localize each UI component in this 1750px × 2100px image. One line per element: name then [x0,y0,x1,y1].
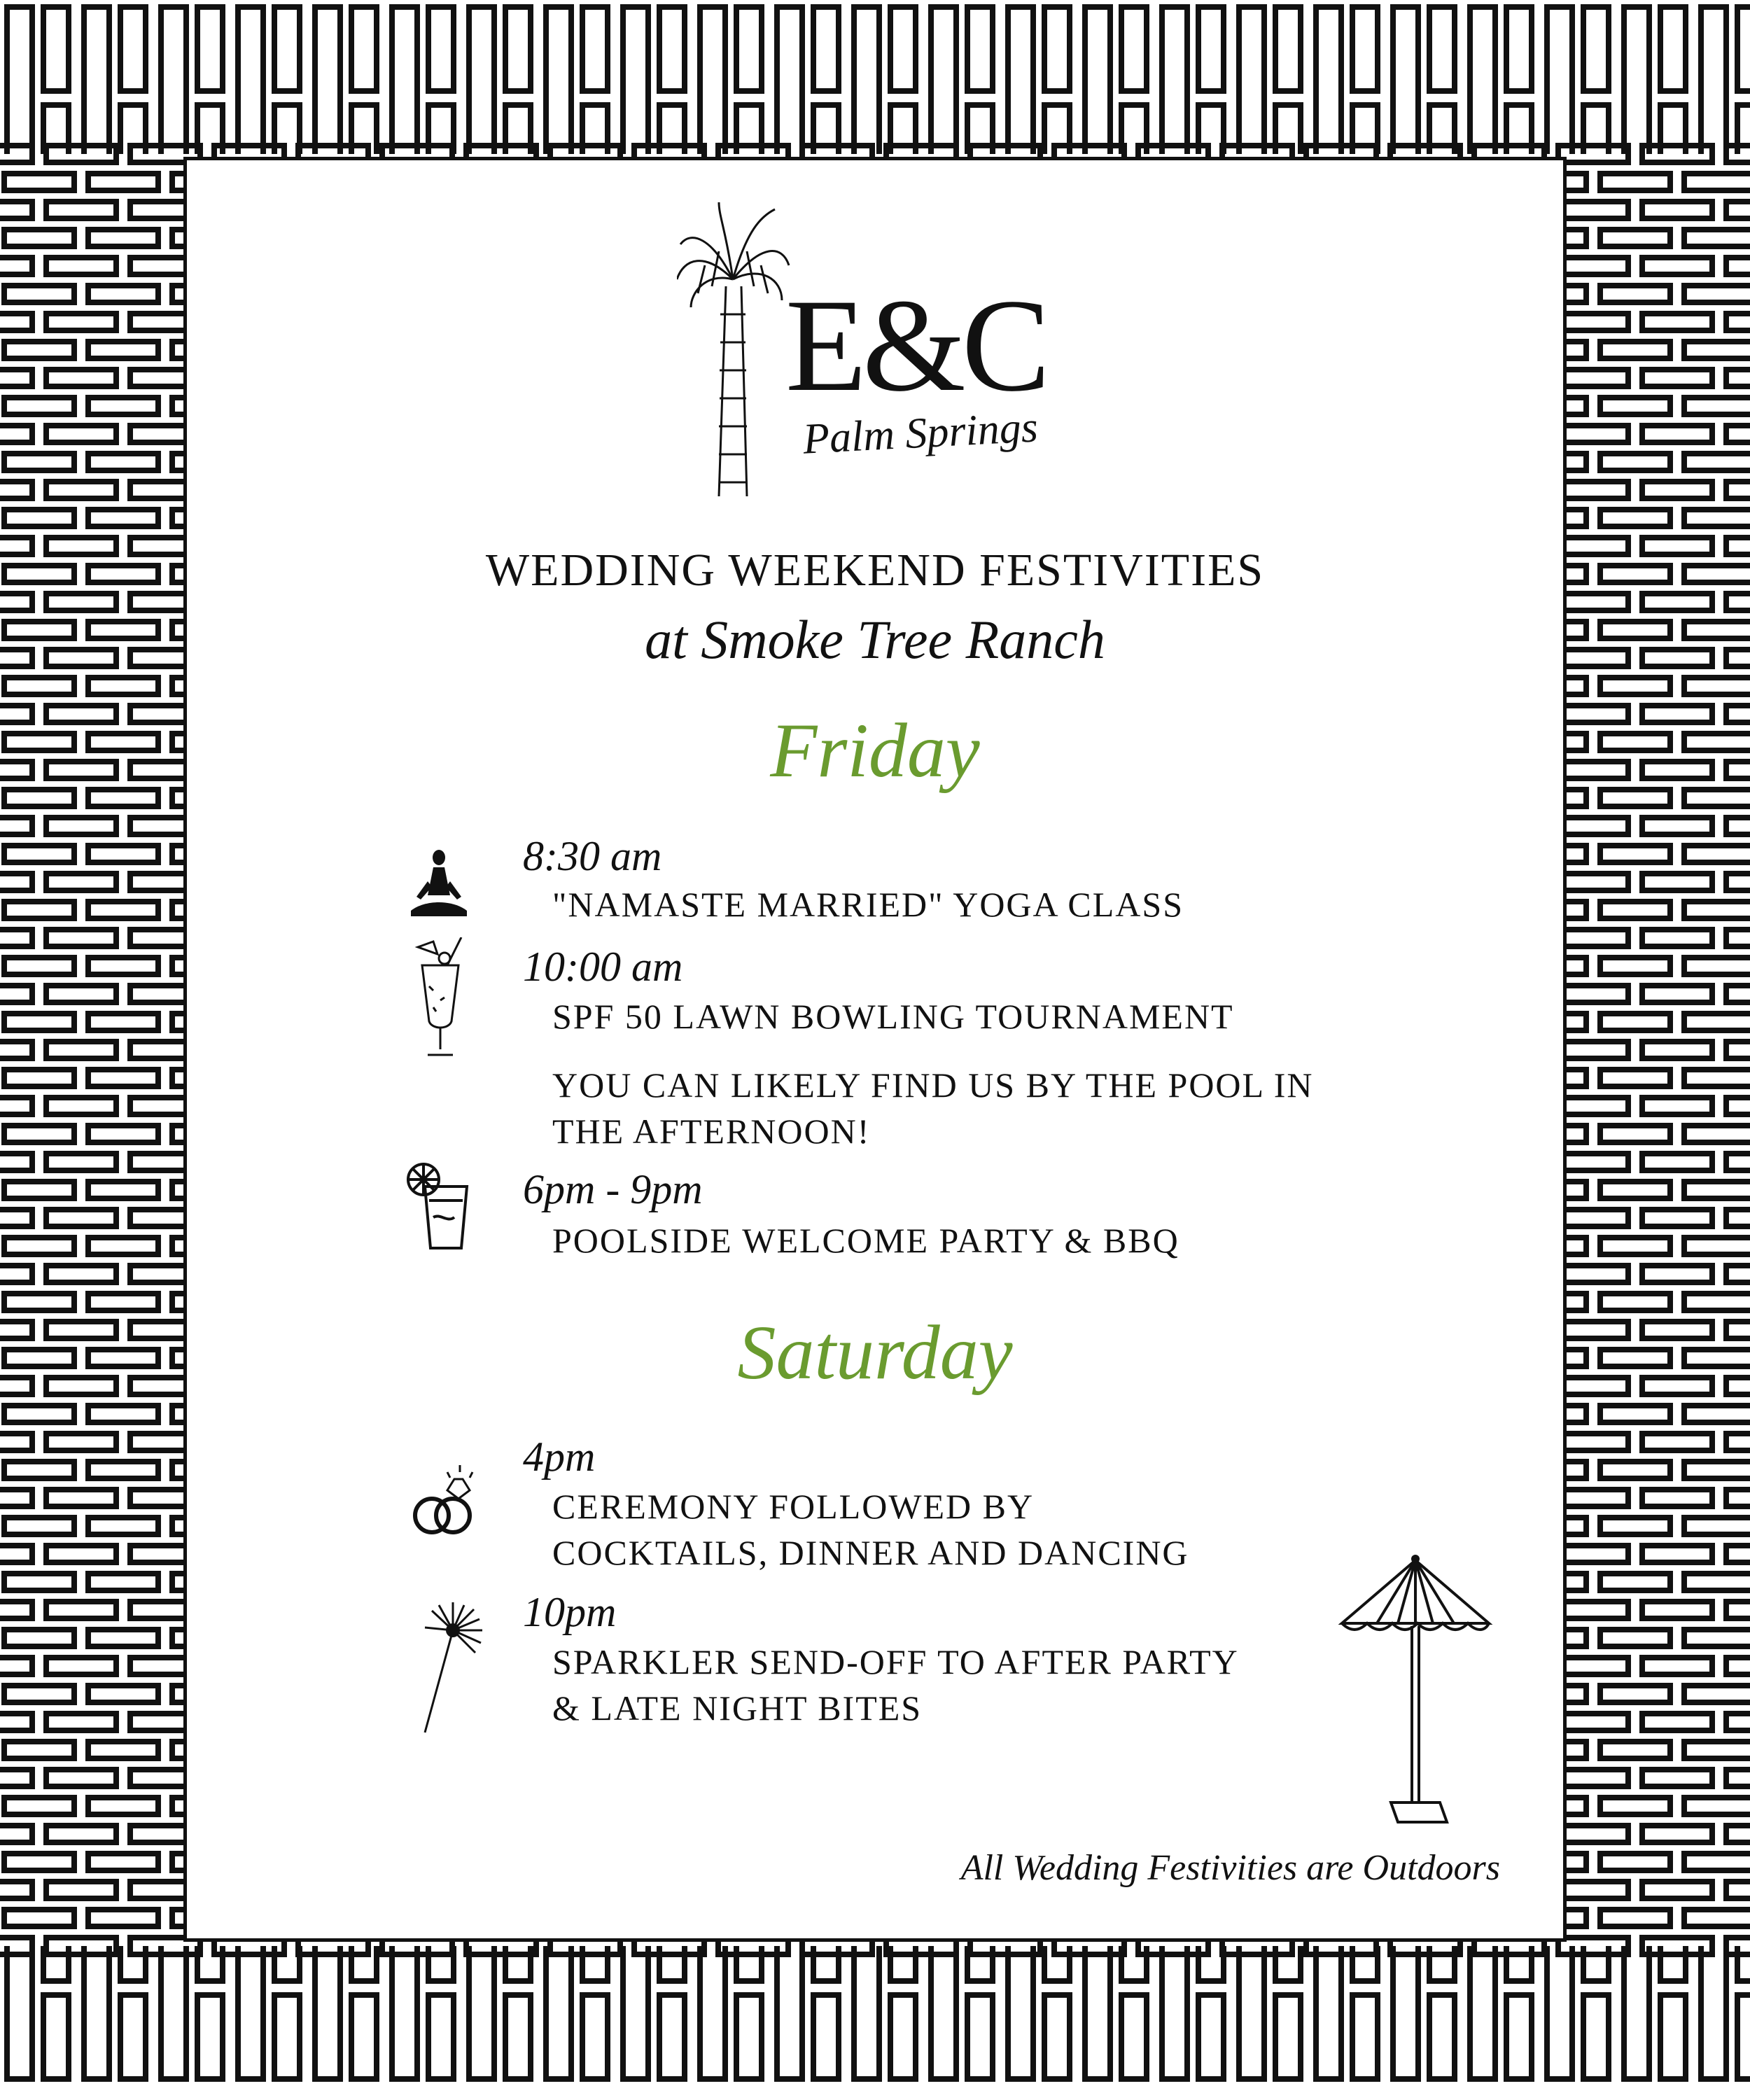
event-text: SPF 50 LAWN BOWLING TOURNAMENT [552,997,1234,1036]
event-time: 10:00 am [523,944,683,990]
event-text: & LATE NIGHT BITES [552,1688,923,1728]
monogram-logo: E&C [785,272,1046,419]
event-text: POOLSIDE WELCOME PARTY & BBQ [552,1221,1180,1260]
event-time: 4pm [523,1434,596,1480]
sparkler-icon [418,1595,488,1735]
page-title: WEDDING WEEKEND FESTIVITIES [485,545,1265,596]
event-text: THE AFTERNOON! [552,1112,871,1151]
lemon-drink-icon [405,1161,475,1252]
event-text: "NAMASTE MARRIED" YOGA CLASS [552,885,1184,924]
day-heading-friday: Friday [770,708,980,793]
patio-umbrella-icon [1335,1553,1496,1833]
tropical-cocktail-icon [412,937,468,1063]
itinerary-card [183,157,1567,1942]
footer-note: All Wedding Festivities are Outdoors [960,1848,1500,1888]
event-text: YOU CAN LIKELY FIND US BY THE POOL IN [552,1065,1314,1105]
day-heading-saturday: Saturday [737,1310,1013,1395]
event-time: 10pm [523,1589,617,1635]
event-time: 6pm - 9pm [523,1166,703,1212]
page-subtitle: at Smoke Tree Ranch [645,609,1105,670]
logo-location: Palm Springs [802,403,1040,463]
event-text: CEREMONY FOLLOWED BY [552,1487,1035,1526]
wedding-rings-icon [412,1462,482,1539]
event-text: SPARKLER SEND-OFF TO AFTER PARTY [552,1642,1239,1681]
event-text: COCKTAILS, DINNER AND DANCING [552,1533,1189,1572]
yoga-meditation-icon [411,846,467,923]
event-time: 8:30 am [523,833,662,879]
